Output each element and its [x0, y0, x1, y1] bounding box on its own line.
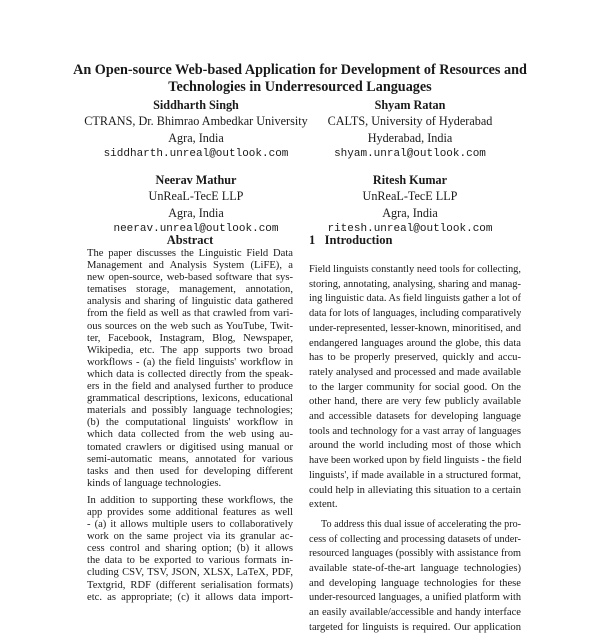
text-line: semi-automatic means, annotated for various — [87, 453, 293, 465]
text-line: cluding CSV, TSV, JSON, XLSX, LaTeX, PDF, — [87, 567, 293, 579]
text-line: grammatical descriptions, lexicons, educational — [87, 393, 293, 405]
text-line: and developing language technologies for these — [309, 577, 521, 589]
text-line: - (a) it allows multiple users to collaboratively — [87, 519, 293, 531]
text-line: tematises storage, management, annotation, — [87, 284, 293, 296]
text-line: Field linguists constantly need tools for collecting, — [309, 264, 521, 275]
text-line: available state-of-the-art language technologies) — [309, 563, 521, 575]
text-line: Textgrid, RDF (different serialisation formats) — [87, 579, 293, 591]
text-line: extent. — [309, 499, 338, 511]
text-line: To address this dual issue of accelerating the pro- — [321, 518, 521, 530]
author-name: Neerav Mathur — [155, 173, 237, 187]
text-line: app provides some additional features as well — [87, 506, 293, 518]
author-name: Shyam Ratan — [374, 98, 446, 112]
text-line: the data to be exported to various formats in- — [87, 555, 293, 567]
author-location: Agra, India — [168, 130, 224, 145]
text-line: storing, annotating, analysing, sharing and manag- — [309, 278, 521, 290]
text-line: and accessible datasets for developing language — [309, 411, 521, 423]
text-line: which data is collected directly from the speak- — [87, 368, 293, 380]
paper-title-line-1: An Open-source Web-based Application for Development of Resources and — [73, 62, 527, 78]
text-line: could help in alleviating this situation to a certain — [309, 484, 521, 496]
text-line: (b) the computational linguists' workflow in — [87, 417, 293, 429]
text-line: which data collected from the web using au- — [87, 429, 293, 441]
text-line: Management and Analysis System (LiFE), a — [87, 260, 293, 272]
author-block — [280, 172, 540, 238]
text-line: rately analysed and processed and made available — [309, 366, 521, 378]
abstract-body — [87, 248, 293, 604]
text-line: linguists', if made available in a structured format, — [309, 469, 521, 481]
text-line: ing linguistic data. As field linguists gather a lot of — [309, 293, 521, 305]
author-affiliation: CTRANS, Dr. Bhimrao Ambedkar University — [84, 114, 308, 129]
text-line: etc. as appropriate; (c) it allows data import- — [87, 591, 293, 603]
text-line: endangered languages around the globe, this data — [309, 337, 521, 349]
text-line: targeted for linguists is required. Our application — [309, 621, 521, 633]
author-affiliation: UnReaL-TecE LLP — [362, 189, 458, 204]
text-line: from the field as well as that crawled from vari- — [87, 308, 293, 320]
text-line: data for lots of languages, including comparatively — [309, 308, 521, 320]
text-line: have been worked upon by field linguists - the field — [309, 455, 521, 467]
author-location: Agra, India — [168, 205, 224, 220]
text-line: analysis and sharing of linguistic data gathered — [87, 296, 293, 308]
text-line: under-resourced languages, a unified platform with — [309, 592, 521, 604]
author-affiliation: UnReaL-TecE LLP — [148, 189, 244, 204]
author-affiliation: CALTS, University of Hyderabad — [327, 114, 493, 129]
text-line: materials and possibly language technologies; — [87, 405, 293, 417]
text-line: has to be properly preserved, quickly and accu- — [309, 352, 521, 364]
text-line: ous sources on the web such as YouTube, Twit- — [87, 320, 293, 332]
text-line: ers in the field and analysed further to produce — [87, 381, 293, 393]
author-email: ritesh.unreal@outlook.com — [327, 223, 493, 236]
text-line: new open-source, web-based software that sys- — [87, 272, 293, 284]
text-line: cess control and sharing option; (b) it allows — [87, 543, 293, 555]
text-line: ter, Facebook, Instagram, Blog, Newspaper, — [87, 332, 293, 344]
author-email: siddharth.unreal@outlook.com — [103, 148, 289, 161]
text-line: cess of collecting and processing datasets of under- — [309, 533, 521, 545]
text-line: In addition to supporting these workflows, the — [87, 494, 293, 506]
author-block — [280, 97, 540, 163]
author-name: Siddharth Singh — [153, 98, 239, 112]
author-name: Ritesh Kumar — [372, 173, 448, 187]
text-line: Wikipedia, etc. The app supports two broad — [87, 344, 293, 356]
text-line: under-represented, lesser-known, minoritised, and — [309, 322, 521, 334]
abstract-heading: Abstract — [166, 233, 214, 247]
paper-title-line-2: Technologies in Underresourced Languages — [168, 79, 432, 95]
text-line: around the world including most of those which — [309, 440, 521, 452]
text-line: kinds of language technologies. — [87, 477, 222, 489]
text-line: work on the same project via its granular ac- — [87, 531, 293, 543]
author-email: shyam.unral@outlook.com — [334, 148, 486, 161]
introduction-body — [309, 263, 521, 636]
text-line: to the larger community for social good. On the — [309, 381, 521, 393]
introduction-heading: 1 Introduction — [309, 233, 393, 247]
author-location: Hyderabad, India — [367, 130, 453, 145]
text-line: an easily available/accessible and handy interface — [309, 607, 521, 619]
text-line: tools and technology for a vast array of languages — [309, 425, 521, 437]
text-line: tomated crawlers or digitised using manual or — [87, 441, 293, 453]
text-line: workflows - (a) the field linguists' workflow in — [87, 356, 293, 368]
text-line: The paper discusses the Linguistic Field Data — [87, 248, 293, 259]
text-line: tasks and then used for developing different — [87, 465, 293, 477]
text-line: resourced languages (possibly with assistance from — [309, 548, 521, 560]
author-location: Agra, India — [382, 205, 438, 220]
text-line: other hand, there are very few publicly available — [309, 396, 521, 408]
author-email: neerav.unreal@outlook.com — [113, 223, 279, 236]
